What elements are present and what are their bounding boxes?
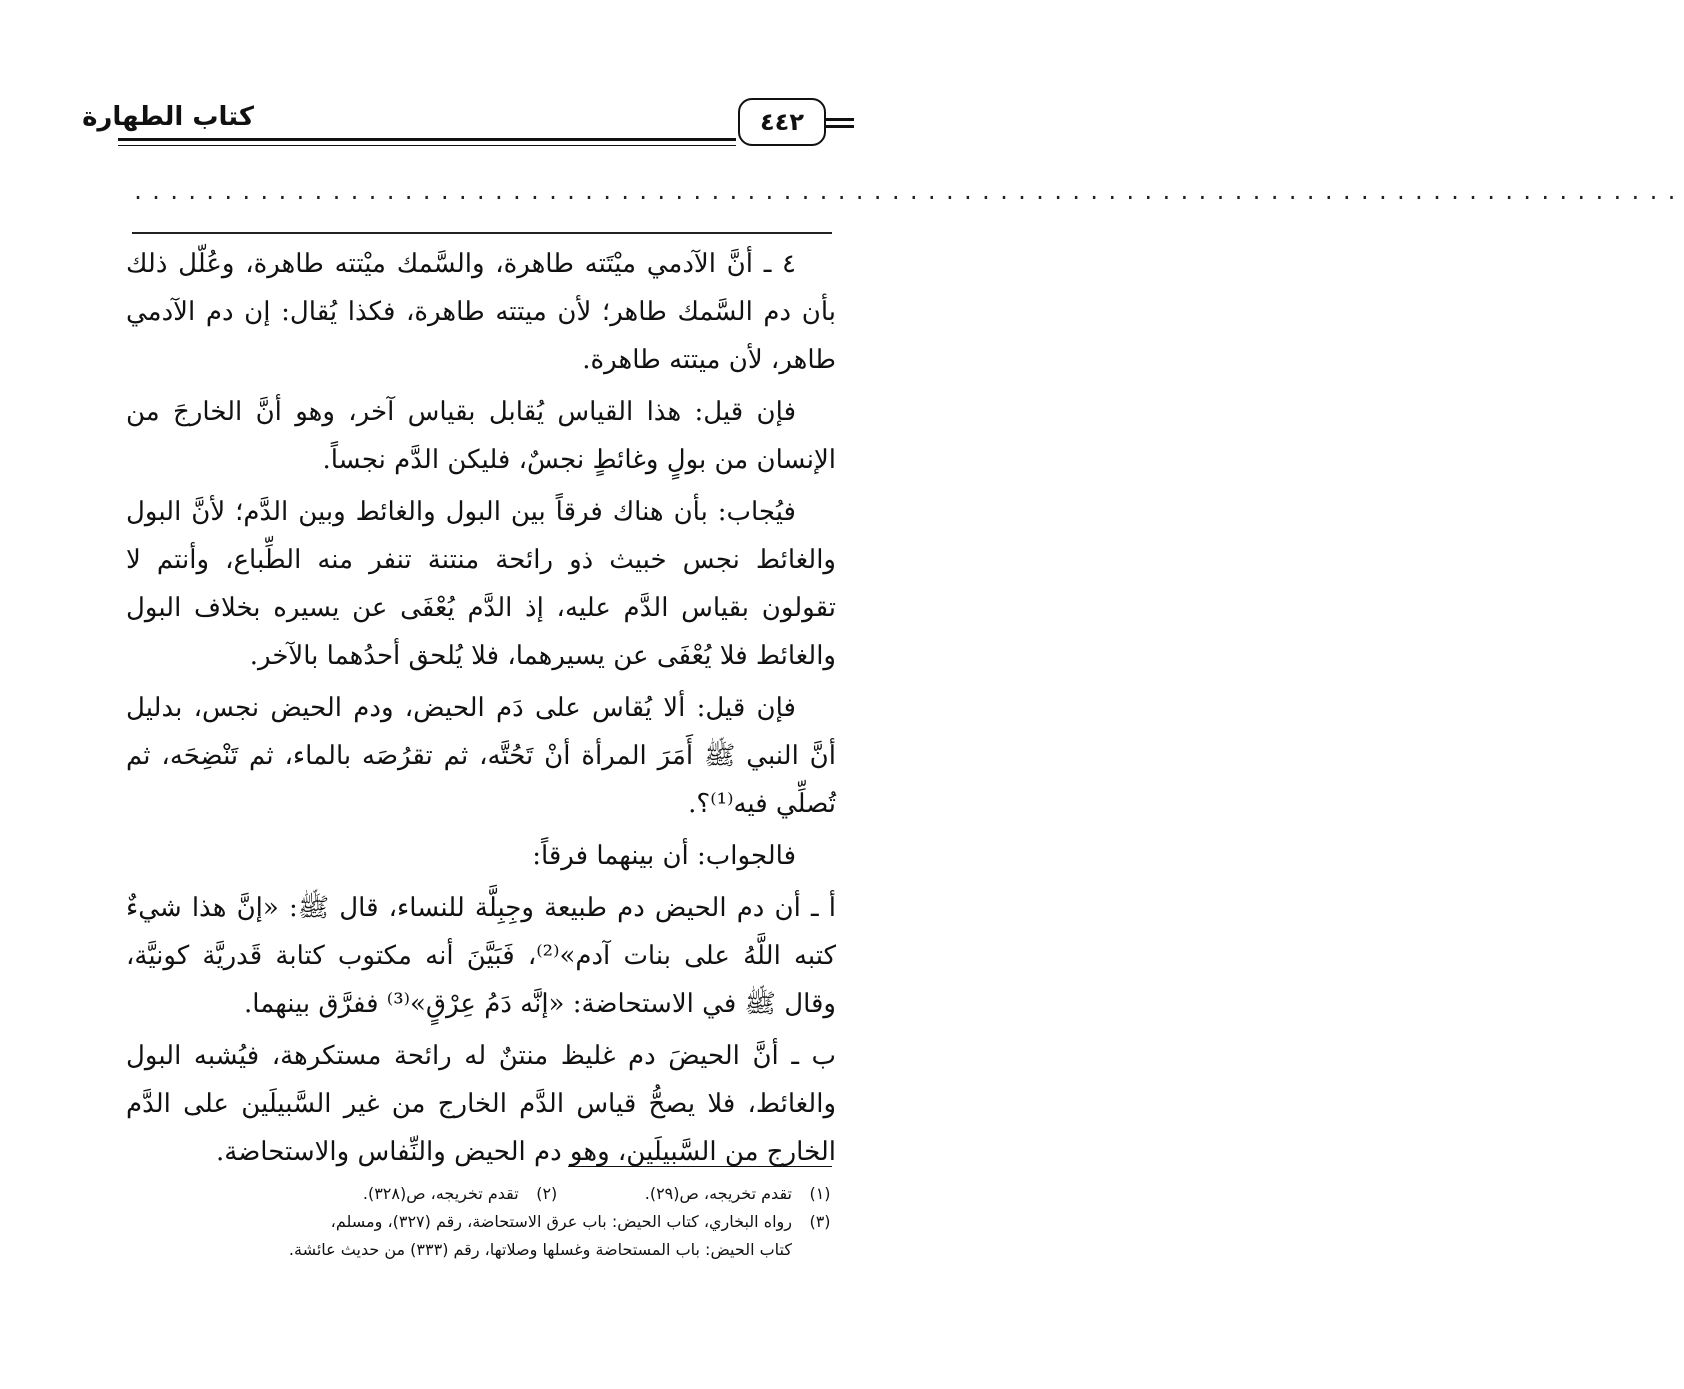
header-rule-thin (118, 145, 736, 146)
dotted-separator: ...................................................................................... (132, 180, 1684, 204)
page-header (82, 92, 840, 154)
header-rule (118, 138, 736, 141)
footnote-text: تقدم تخريجه، ص(٣٢٨). (362, 1184, 519, 1203)
footnote-text: تقدم تخريجه، ص(٢٩). (644, 1184, 792, 1203)
footnote-continuation: كتاب الحيض: باب المستحاضة وغسلها وصلاتها، رقم (٣٣٣) من حديث عائشة. (288, 1240, 792, 1259)
paragraph-objection-2: فإن قيل: ألا يُقاس على دَم الحيض، ودم الحيض نجس، بدليل أنَّ النبي ﷺ أَمَرَ المرأة أنْ تَحُتَّه، ثم تقرُصَه بالماء، ثم تَنْضِحَه، ثم تُصلِّي فيه⁽¹⁾؟. (126, 693, 836, 819)
footnote-number: (٢) (536, 1184, 558, 1203)
content-rule (132, 232, 832, 234)
header-dash (824, 125, 854, 128)
footnote-text: رواه البخاري، كتاب الحيض: باب عرق الاستحاضة، رقم (٣٢٧)، ومسلم، (330, 1212, 792, 1231)
paragraph-objection-1: فإن قيل: هذا القياس يُقابل بقياس آخر، وهو أنَّ الخارجَ من الإنسان من بولٍ وغائطٍ نجسٌ، فليكن الدَّم نجساً. (126, 397, 836, 475)
footnotes (126, 1180, 838, 1264)
footnote-row (126, 1208, 838, 1236)
main-text (126, 240, 836, 1180)
paragraph-point-b: ب ـ أنَّ الحيضَ دم غليظ منتنٌ له رائحة مستكرهة، فيُشبه البول والغائط، فلا يصحُّ قياس الدَّم الخارج من غير السَّبيلَين على الدَّم الخارج من السَّبيلَين، وهو دم الحيض والنِّفاس والاستحاضة. (126, 1041, 837, 1167)
footnote-row (126, 1180, 838, 1208)
paragraph-answer-1: فيُجاب: بأن هناك فرقاً بين البول والغائط وبين الدَّم؛ لأنَّ البول والغائط نجس خبيث ذو رائحة منتنة تنفر منه الطِّباع، وأنتم لا تقولون بقياس الدَّم عليه، إذ الدَّم يُعْفَى عن يسيره بخلاف البول والغائط فلا يُعْفَى عن يسيرهما، فلا يُلحق أحدُهما بالآخر. (126, 497, 836, 671)
header-dash (824, 118, 854, 121)
footnote-rule (568, 1166, 832, 1167)
paragraph-point-4: ٤ ـ أنَّ الآدمي ميْتَته طاهرة، والسَّمك ميْتته طاهرة، وعُلّل ذلك بأن دم السَّمك طاهر؛ لأن ميتته طاهرة، فكذا يُقال: إن دم الآدمي طاهر، لأن ميتته طاهرة. (126, 249, 836, 375)
footnote-number: (٣) (809, 1212, 831, 1231)
paragraph-answer-2: فالجواب: أن بينهما فرقاً: (532, 841, 796, 871)
chapter-title: كتاب الطهارة (82, 102, 254, 132)
paragraph-point-a: أ ـ أن دم الحيض دم طبيعة وجِبِلَّة للنساء، قال ﷺ: «إنَّ هذا شيءٌ كتبه اللَّهُ على بنات آدم»⁽²⁾، فَبَيَّنَ أنه مكتوب كتابة قَدريَّة كونيَّة، وقال ﷺ في الاستحاضة: «إنَّه دَمُ عِرْقٍ»⁽³⁾ ففرَّق بينهما. (126, 893, 836, 1019)
page-number: ٤٤٢ (738, 98, 826, 146)
footnote-number: (١) (809, 1184, 831, 1203)
